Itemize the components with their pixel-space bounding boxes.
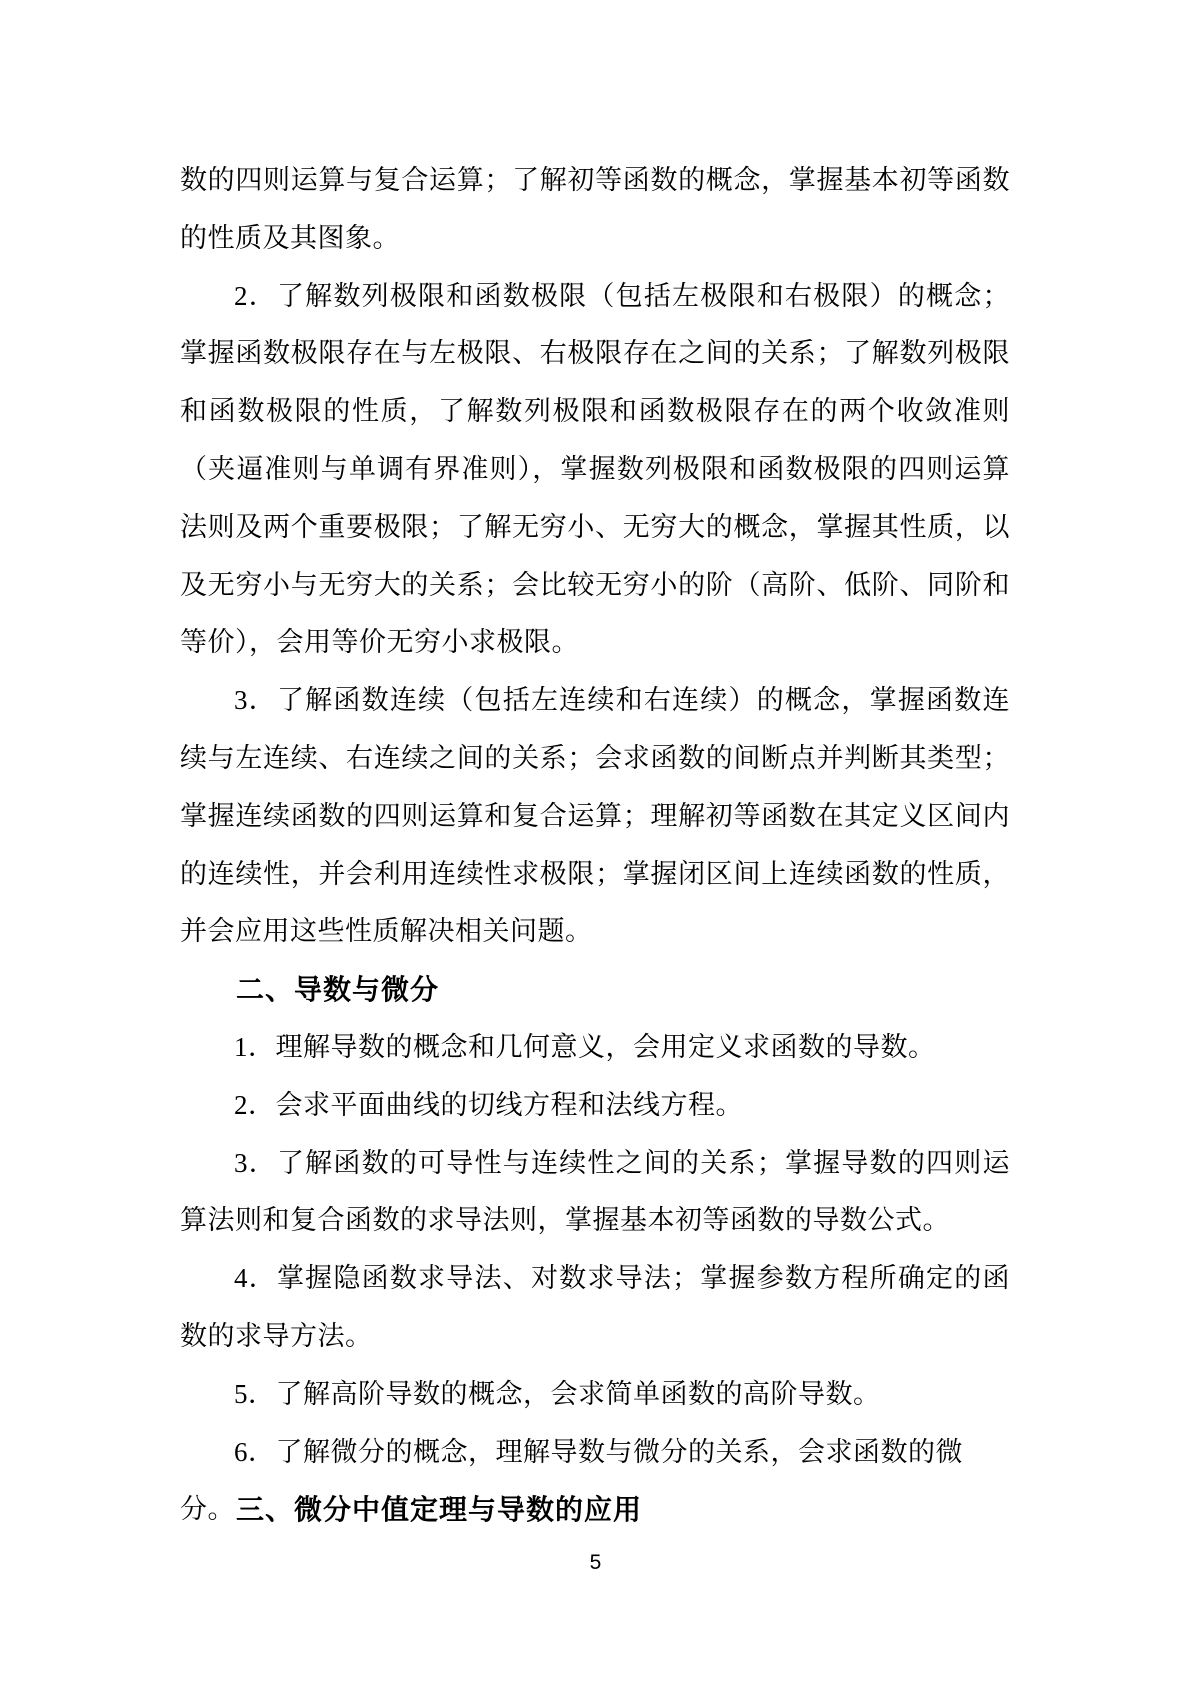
body-text-line: （夹逼准则与单调有界准则），掌握数列极限和函数极限的四则运算 [180, 453, 1010, 484]
body-text-line: 等价），会用等价无穷小求极限。 [180, 627, 579, 658]
body-text-line: 续与左连续、右连续之间的关系；会求函数的间断点并判断其类型； [180, 742, 1010, 773]
body-text-line: 数的求导方法。 [180, 1320, 373, 1351]
body-text-line: 和函数极限的性质，了解数列极限和函数极限存在的两个收敛准则 [180, 396, 1010, 427]
body-text-line: 的性质及其图象。 [180, 222, 400, 253]
body-text-line: 1．理解导数的概念和几何意义，会用定义求函数的导数。 [234, 1031, 936, 1062]
body-text-line: 算法则和复合函数的求导法则，掌握基本初等函数的导数公式。 [180, 1205, 950, 1236]
body-text-line: 2．了解数列极限和函数极限（包括左极限和右极限）的概念； [234, 280, 1010, 311]
body-text-line: 3．了解函数的可导性与连续性之间的关系；掌握导数的四则运 [234, 1147, 1010, 1178]
section-heading-line: 三、微分中值定理与导数的应用 [236, 1494, 643, 1526]
body-text-line: 掌握连续函数的四则运算和复合运算；理解初等函数在其定义区间内 [180, 800, 1010, 831]
page-number: 5 [589, 1551, 602, 1574]
body-text-line: 掌握函数极限存在与左极限、右极限存在之间的关系；了解数列极限 [180, 338, 1010, 369]
body-text-line: 4．掌握隐函数求导法、对数求导法；掌握参数方程所确定的函 [234, 1263, 1010, 1294]
body-text-line: 及无穷小与无穷大的关系；会比较无穷小的阶（高阶、低阶、同阶和 [180, 569, 1010, 600]
body-text-line: 2．会求平面曲线的切线方程和法线方程。 [234, 1089, 743, 1120]
body-text-line: 数的四则运算与复合运算；了解初等函数的概念，掌握基本初等函数 [180, 165, 1010, 195]
body-text-line: 3．了解函数连续（包括左连续和右连续）的概念，掌握函数连 [234, 685, 1010, 716]
body-text-line: 并会应用这些性质解决相关问题。 [180, 916, 593, 947]
body-text-line: 法则及两个重要极限；了解无穷小、无穷大的概念，掌握其性质，以 [180, 511, 1010, 542]
page-body-text [180, 152, 1010, 1539]
section-heading-line: 二、导数与微分 [236, 974, 440, 1006]
body-text-line: 5．了解高阶导数的概念，会求简单函数的高阶导数。 [234, 1378, 881, 1409]
body-text-line: 的连续性，并会利用连续性求极限；掌握闭区间上连续函数的性质， [180, 858, 1010, 889]
body-text-line: 6．了解微分的概念，理解导数与微分的关系，会求函数的微分。 [180, 1436, 963, 1525]
